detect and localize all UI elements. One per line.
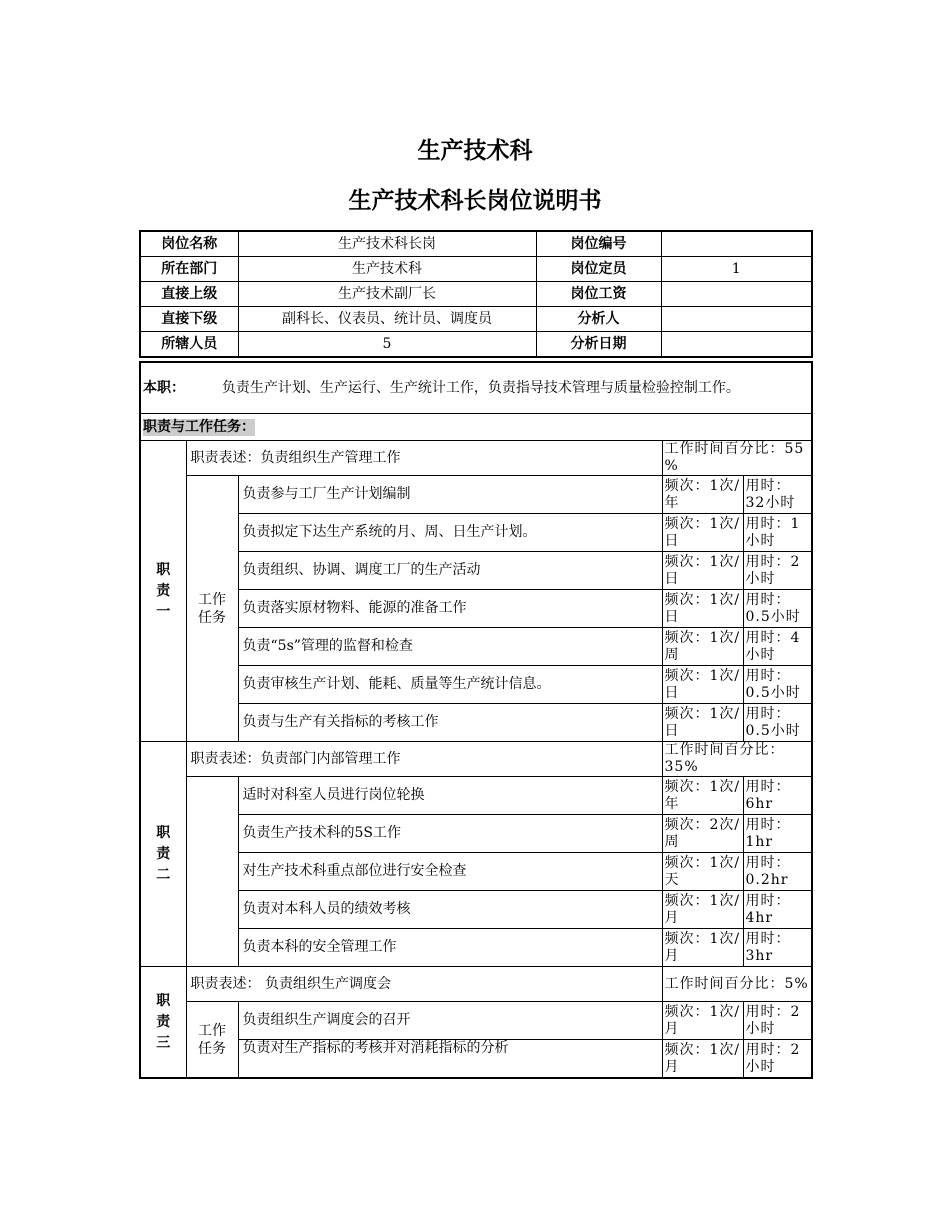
task-duration: 用时：0.5小时 [743,666,812,704]
task-row [140,476,812,514]
task-frequency: 频次：1次/ 日 [662,552,743,590]
task-duration: 用时：32小时 [743,476,812,514]
info-row [140,307,812,332]
task-text: 负责组织、协调、调度工厂的生产活动 [238,552,662,590]
duty-statement: 职责表述：负责组织生产管理工作 [186,441,662,476]
task-frequency: 频次：1次/日 [662,666,743,704]
duty-statement: 职责表述： 负责组织生产调度会 [186,967,662,1002]
task-text: 负责审核生产计划、能耗、质量等生产统计信息。 [238,666,662,704]
task-frequency: 频次：1次/月 [662,891,743,929]
task-label: 工作 任务 [186,476,238,742]
duty-label: 职 责 二 [140,742,186,967]
tasks-header: 职责与工作任务： [143,418,255,435]
task-row [140,777,812,815]
task-frequency: 频次：1次/周 [662,628,743,666]
task-label: 工作 任务 [186,1002,238,1079]
info-row [140,257,812,282]
page-title: 生产技术科 [417,138,533,164]
task-duration: 用时：1小时 [743,514,812,552]
task-row [140,514,812,552]
task-row [140,590,812,628]
task-row [140,628,812,666]
task-frequency: 频次：1次/年 [662,777,743,815]
task-duration: 用时：1hr [743,815,812,853]
info-label: 直接上级 [140,282,238,307]
task-text: 负责落实原材物料、能源的准备工作 [238,590,662,628]
duty-label: 职 责 一 [140,441,186,742]
task-duration: 用时：0.2hr [743,853,812,891]
task-text: 负责参与工厂生产计划编制 [238,476,662,514]
info-row [140,332,812,358]
task-row [140,704,812,742]
info-value [661,332,812,358]
task-frequency: 频次：1次/天 [662,853,743,891]
task-text: 负责拟定下达生产系统的月、周、日生产计划。 [238,514,662,552]
page-subtitle: 生产技术科长岗位说明书 [348,188,602,214]
task-frequency: 频次：2次/周 [662,815,743,853]
info-value [661,282,812,307]
task-text: 适时对科室人员进行岗位轮换 [238,777,662,815]
task-frequency: 频次：1次/年 [662,476,743,514]
info-value: 生产技术科 [238,257,536,282]
task-row [140,815,812,853]
task-frequency: 频次：1次/日 [662,590,743,628]
task-text: 负责与生产有关指标的考核工作 [238,704,662,742]
info-label: 分析日期 [536,332,661,358]
task-duration: 用时：0.5小时 [743,704,812,742]
task-duration: 用时：0.5小时 [743,590,812,628]
task-text: 负责对生产指标的考核并对消耗指标的分析 [238,1040,662,1079]
task-row [140,891,812,929]
duty-label: 职 责 三 [140,967,186,1079]
info-label: 所在部门 [140,257,238,282]
info-value [661,307,812,332]
task-frequency: 频次：1次/月 [662,1002,743,1040]
duties-table [139,361,813,1079]
tasks-header-row [140,414,812,441]
info-label: 分析人 [536,307,661,332]
duty-time-percent: 工作时间百分比：55 % [662,441,812,476]
task-label [186,777,238,967]
task-row [140,929,812,967]
task-row [140,666,812,704]
task-frequency: 频次：1次/月 [662,929,743,967]
info-row [140,282,812,307]
task-duration: 用时：2小时 [743,552,812,590]
task-row [140,853,812,891]
task-duration: 用时：2小时 [743,1040,812,1079]
info-label: 岗位定员 [536,257,661,282]
task-frequency: 频次：1次/月 [662,1040,743,1079]
task-text: 负责对本科人员的绩效考核 [238,891,662,929]
task-frequency: 频次：1次/ 日 [662,704,743,742]
duty-statement-row [140,742,812,777]
duty-summary-text: 负责生产计划、生产运行、生产统计工作，负责指导技术管理与质量检验控制工作。 [221,380,740,396]
info-label: 直接下级 [140,307,238,332]
duty-summary-row [140,362,812,414]
task-text: 对生产技术科重点部位进行安全检查 [238,853,662,891]
info-label: 岗位工资 [536,282,661,307]
task-duration: 用时：2小时 [743,1002,812,1040]
task-text: 负责组织生产调度会的召开 [238,1002,662,1040]
task-duration: 用时：4hr [743,891,812,929]
duty-summary-label: 本职： [143,380,185,396]
duty-time-percent: 工作时间百分比：35% [662,742,812,777]
task-frequency: 频次：1次/ 日 [662,514,743,552]
info-value: 副科长、仪表员、统计员、调度员 [238,307,536,332]
task-text: 负责“5s”管理的监督和检查 [238,628,662,666]
duty-time-percent: 工作时间百分比：5% [662,967,812,1002]
duty-statement-row [140,967,812,1002]
info-value: 1 [661,257,812,282]
info-value: 生产技术科长岗 [238,231,536,257]
info-label: 岗位编号 [536,231,661,257]
task-duration: 用时：3hr [743,929,812,967]
task-duration: 用时：4小时 [743,628,812,666]
task-text: 负责本科的安全管理工作 [238,929,662,967]
task-duration: 用时：6hr [743,777,812,815]
position-info-table [139,230,813,358]
info-value: 生产技术副厂长 [238,282,536,307]
info-value [661,231,812,257]
info-row [140,231,812,257]
task-text: 负责生产技术科的5S工作 [238,815,662,853]
task-row [140,1002,812,1040]
info-label: 岗位名称 [140,231,238,257]
duty-statement: 职责表述：负责部门内部管理工作 [186,742,662,777]
duty-statement-row [140,441,812,476]
info-label: 所辖人员 [140,332,238,358]
task-row [140,1040,812,1079]
task-row [140,552,812,590]
info-value: 5 [238,332,536,358]
